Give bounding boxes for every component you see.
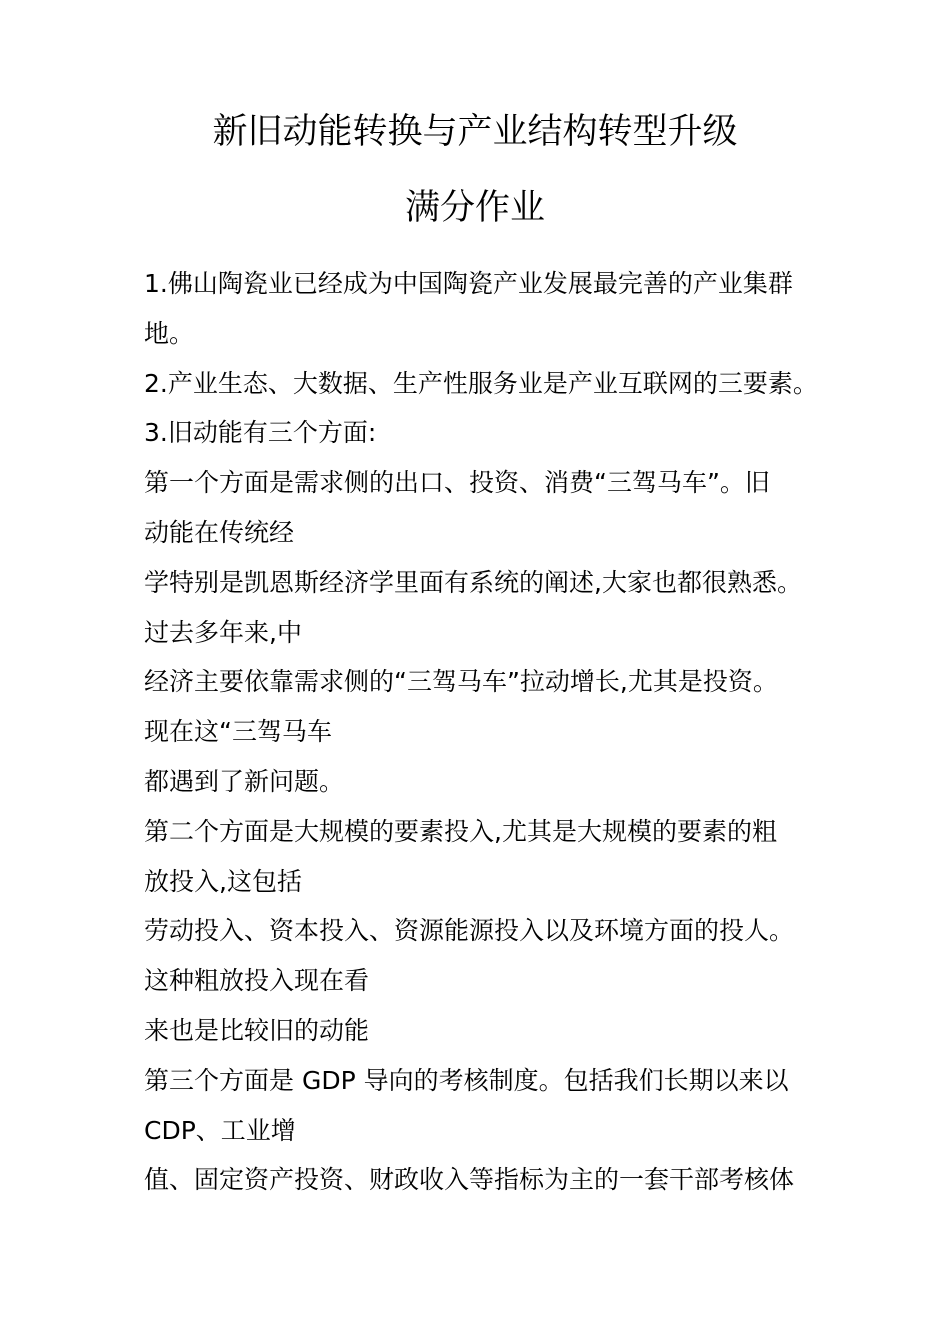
text-line: 第三个方面是 GDP 导向的考核制度。包括我们长期以来以 xyxy=(144,1065,789,1095)
text-line: 1.佛山陶瓷业已经成为中国陶瓷产业发展最完善的产业集群 xyxy=(144,269,793,298)
text-line: 地。 xyxy=(144,318,195,348)
text-line: 动能在传统经 xyxy=(144,517,295,547)
text-line: 经济主要依靠需求侧的“三驾马车”拉动增长,尤其是投资。 xyxy=(144,667,778,697)
text-line: 学特别是凯恩斯经济学里面有系统的阐述,大家也都很熟悉。 xyxy=(144,567,802,597)
document-body xyxy=(144,259,824,1205)
text-line: CDP、工业增 xyxy=(144,1115,296,1145)
text-line: 劳动投入、资本投入、资源能源投入以及环境方面的投人。 xyxy=(144,916,795,946)
text-line: 来也是比较旧的动能 xyxy=(144,1015,370,1045)
text-line: 这种粗放投入现在看 xyxy=(144,966,370,996)
text-line: 3.旧动能有三个方面: xyxy=(144,418,377,448)
text-line: 2.产业生态、大数据、生产性服务业是产业互联网的三要素。 xyxy=(144,368,818,398)
text-line: 现在这“三驾马车 xyxy=(144,717,332,747)
text-line: 第二个方面是大规模的要素投入,尤其是大规模的要素的粗 xyxy=(144,816,777,846)
document-subtitle: 满分作业 xyxy=(404,188,545,228)
text-line: 都遇到了新问题。 xyxy=(144,766,345,796)
text-line: 放投入,这包括 xyxy=(144,866,302,896)
text-line: 过去多年来,中 xyxy=(144,617,302,647)
document-title: 新旧动能转换与产业结构转型升级 xyxy=(212,112,738,152)
text-line: 值、固定资产投资、财政收入等指标为主的一套干部考核体 xyxy=(144,1165,795,1195)
text-line: 第一个方面是需求侧的出口、投资、消费“三驾马车”。旧 xyxy=(144,468,770,498)
